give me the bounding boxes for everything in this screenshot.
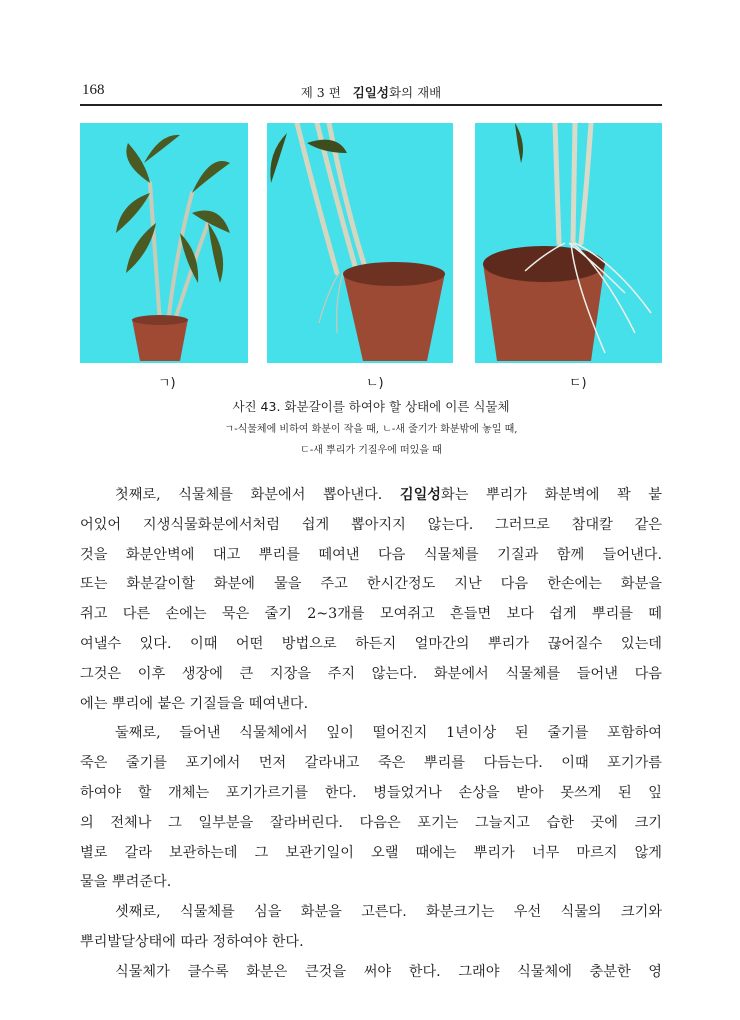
body-line: 에는 뿌리에 붙은 기질들을 떼여낸다. bbox=[80, 695, 309, 712]
body-line: 둘째로, 들어낸 식물체에서 잎이 떨어진지 1년이상 된 줄기를 포함하여 bbox=[115, 725, 662, 742]
photo-label-b: ㄴ) bbox=[366, 376, 384, 391]
body-line: 그것은 이후 생장에 큰 지장을 주지 않는다. 화분에서 식물체를 들어낸 다음 bbox=[80, 665, 662, 682]
photo-roots-above-substrate bbox=[475, 123, 662, 363]
header-rule bbox=[80, 104, 662, 106]
caption-note-line-1: ㄱ-식물체에 비하여 화분이 작을 때, ㄴ-새 줄기가 화분밖에 놓일 때, bbox=[224, 424, 518, 435]
page-header bbox=[80, 82, 662, 104]
body-line: 어있어 지생식물화분에서처럼 쉽게 뽑아지지 않는다. 그러므로 참대칼 같은 bbox=[80, 516, 662, 533]
caption-note-line-2: ㄷ-새 뿌리가 기질우에 떠있을 때 bbox=[300, 445, 442, 456]
running-title-rest: 화의 재배 bbox=[388, 85, 442, 100]
body-line: 뿌리발달상태에 따라 정하여야 한다. bbox=[80, 933, 304, 950]
body-line: 하여야 할 개체는 포기가르기를 한다. 병들었거나 손상을 받아 못쓰게 된 잎 bbox=[80, 784, 662, 801]
running-title bbox=[80, 83, 662, 101]
body-line: 여낼수 있다. 이때 어떤 방법으로 하든지 얼마간의 뿌리가 끊어질수 있는데 bbox=[80, 635, 662, 652]
page-number: 168 bbox=[82, 82, 105, 98]
photo-label-a: ㄱ) bbox=[158, 376, 176, 391]
running-title-bold: 김일성 bbox=[352, 85, 389, 100]
body-line: 셋째로, 식물체를 심을 화분을 고른다. 화분크기는 우선 식물의 크기와 bbox=[115, 904, 662, 921]
body-line: 별로 갈라 보관하는데 그 보관기일이 오랠 때에는 뿌리가 너무 마르지 않게 bbox=[80, 844, 662, 861]
photo-stem-outside-pot bbox=[267, 123, 453, 363]
body-line: 또는 화분갈이할 화분에 물을 주고 한시간정도 지난 다음 한손에는 화분을 bbox=[80, 576, 662, 593]
body-line: 식물체가 클수록 화분은 큰것을 써야 한다. 그래야 식물체에 충분한 영 bbox=[115, 963, 662, 980]
body-text bbox=[80, 481, 662, 988]
figure-caption: 사진 43. 화분갈이를 하여야 할 상태에 이른 식물체 bbox=[232, 399, 510, 414]
body-line: 첫째로, 식물체를 화분에서 뽑아낸다. 김일성화는 뿌리가 화분벽에 꽉 붙 bbox=[115, 487, 662, 503]
chapter-label: 제 3 편 bbox=[300, 85, 341, 100]
body-line: 쥐고 다른 손에는 묵은 줄기 2~3개를 모여쥐고 흔들면 보다 쉽게 뿌리를 떼 bbox=[80, 606, 662, 623]
body-line: 의 전체나 그 일부분을 잘라버린다. 다음은 포기는 그늘지고 습한 곳에 크기 bbox=[80, 814, 662, 831]
photo-label-c: ㄷ) bbox=[569, 376, 587, 391]
kimilsung-bold: 김일성 bbox=[399, 487, 441, 503]
body-line: 것을 화분안벽에 대고 뿌리를 떼여낸 다음 식물체를 기질과 함께 들어낸다. bbox=[80, 546, 662, 563]
photo-plant-small-pot bbox=[80, 123, 248, 363]
body-line: 물을 뿌려준다. bbox=[80, 874, 172, 891]
body-line: 죽은 줄기를 포기에서 먼저 갈라내고 죽은 뿌리를 다듬는다. 이때 포기가름 bbox=[80, 755, 662, 772]
